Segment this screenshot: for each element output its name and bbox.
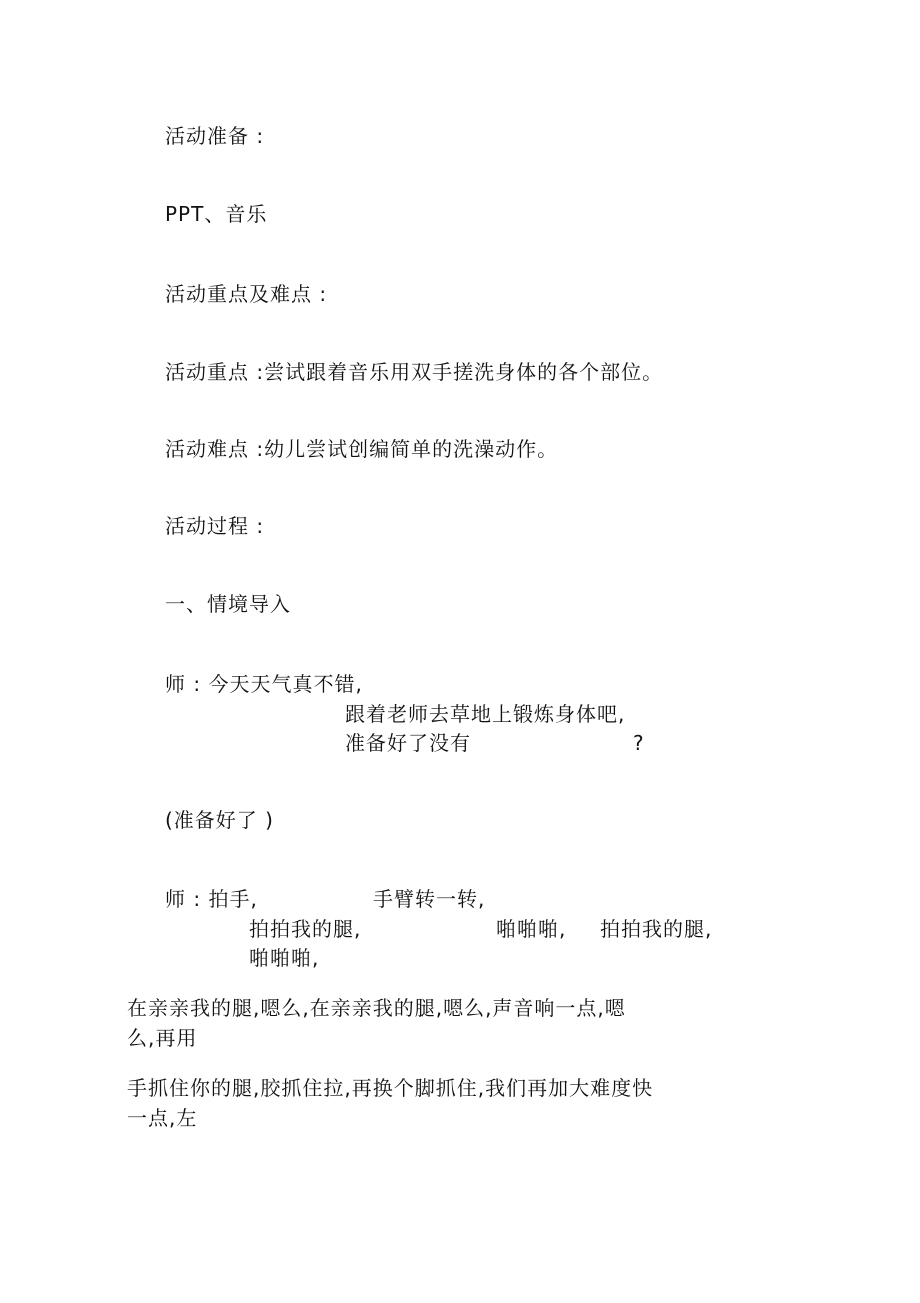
- section-one-heading: 一、情境导入: [165, 592, 291, 616]
- difficulty-point: 活动难点 :幼儿尝试创编简单的洗澡动作。: [165, 437, 559, 461]
- focus-heading: 活动重点及难点 :: [165, 282, 328, 306]
- focus-point: 活动重点 :尝试跟着音乐用双手搓洗身体的各个部位。: [165, 360, 664, 384]
- teacher-line-1-question: 准备好了没有: [345, 731, 471, 755]
- question-mark: ?: [633, 731, 645, 755]
- paragraph-1-line-2: 么,再用: [127, 1026, 198, 1050]
- teacher-line-1-cont: 跟着老师去草地上锻炼身体吧,: [345, 702, 626, 726]
- paragraph-1-line-1: 在亲亲我的腿,嗯么,在亲亲我的腿,嗯么,声音响一点,嗯: [127, 996, 626, 1020]
- children-reply: (准备好了 ): [165, 808, 274, 832]
- prep-heading: 活动准备 :: [165, 124, 265, 148]
- teacher-line-2: 师 : 拍手,: [165, 887, 258, 911]
- paragraph-2-line-2: 一点,左: [127, 1106, 198, 1130]
- teacher-line-2-pat-2: 拍拍我的腿,: [600, 917, 713, 941]
- teacher-line-2-sound-1: 啪啪啪,: [496, 917, 567, 941]
- teacher-line-1: 师 : 今天天气真不错,: [165, 672, 363, 696]
- teacher-line-2-pat-1: 拍拍我的腿,: [249, 917, 362, 941]
- process-heading: 活动过程 :: [165, 514, 265, 538]
- paragraph-2-line-1: 手抓住你的腿,胶抓住拉,再换个脚抓住,我们再加大难度快: [127, 1076, 654, 1100]
- teacher-line-2-arm: 手臂转一转,: [373, 887, 486, 911]
- teacher-line-2-sound-2: 啪啪啪,: [249, 946, 320, 970]
- prep-items: PPT、音乐: [165, 202, 268, 226]
